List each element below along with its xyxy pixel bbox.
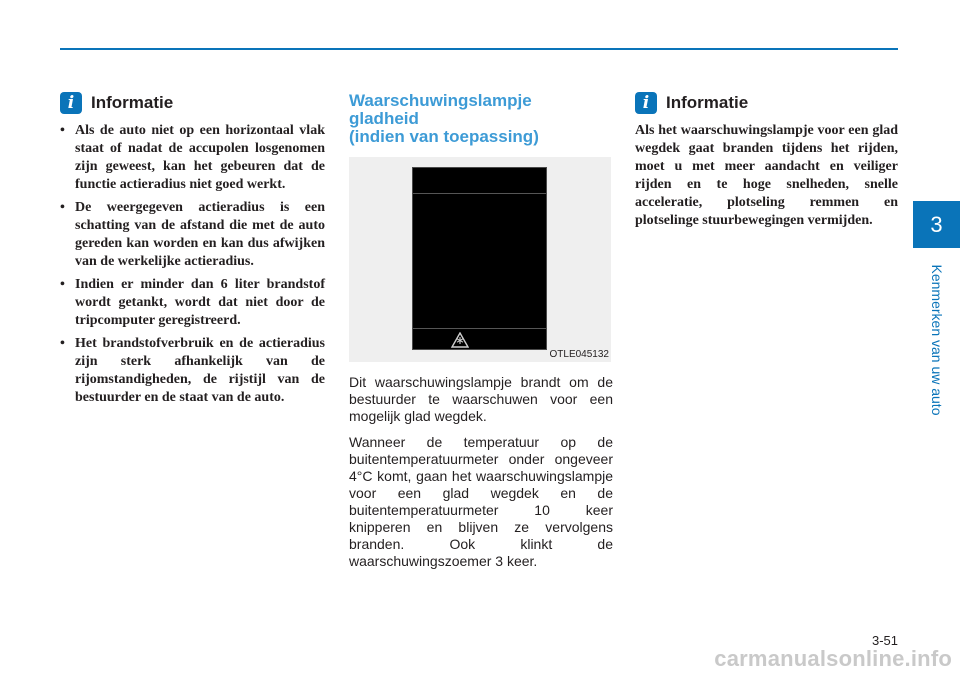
section-title: Waarschuwingslampje gladheid (indien van toepassing) bbox=[349, 91, 539, 146]
display-divider bbox=[413, 193, 546, 194]
info-paragraph: Als het waarschuwingslampje voor een glad wegdek gaat branden tijdens het rijden, moet u met meer aandacht en veiliger rijden en te hoge snelheden, snelle acceleratie, plotseling remmen en plotselinge stuurbewegingen vermijden. bbox=[635, 123, 898, 228]
paragraph: Wanneer de temperatuur op de buitentemperatuurmeter onder ongeveer 4°C komt, gaan het waarschuwingslampje voor een glad wegdek en de buitentemperatuurmeter 10 keer knipperen en blijven ze vervolgens branden. Ook klinkt de waarschuwingszoemer 3 keer. bbox=[349, 434, 613, 569]
info-bullet-list bbox=[60, 122, 325, 407]
top-rule bbox=[60, 48, 898, 50]
bullet-item: • Het brandstofverbruik en de actieradius zijn sterk afhankelijk van de rijomstandigheden, de rijstijl van de bestuurder en de staat van de auto. bbox=[60, 335, 325, 407]
paragraph: Dit waarschuwingslampje brandt om de bestuurder te waarschuwen voor een mogelijk glad wegdek. bbox=[349, 374, 613, 424]
display-divider bbox=[413, 328, 546, 329]
info-title: Informatie bbox=[91, 93, 174, 112]
figure-code: OTLE045132 bbox=[549, 349, 609, 360]
cluster-figure bbox=[349, 157, 611, 362]
chapter-tab: 3 bbox=[913, 201, 960, 248]
icy-road-warning-icon bbox=[451, 332, 469, 348]
middle-column bbox=[349, 92, 613, 570]
info-title: Informatie bbox=[666, 93, 749, 112]
bullet-item: • De weergegeven actieradius is een schatting van de afstand die met de auto gereden kan worden en kan dus afwijken van de werkelijke actieradius. bbox=[60, 199, 325, 271]
chapter-label: Kenmerken van uw auto bbox=[929, 264, 945, 416]
right-column bbox=[635, 92, 898, 230]
left-column bbox=[60, 92, 325, 412]
info-icon: i bbox=[635, 92, 657, 114]
info-heading-right bbox=[635, 92, 898, 114]
info-heading-left bbox=[60, 92, 325, 114]
info-icon: i bbox=[60, 92, 82, 114]
page-number: 3-51 bbox=[871, 633, 898, 648]
cluster-display bbox=[412, 167, 547, 350]
watermark: carmanualsonline.info bbox=[714, 646, 952, 671]
bullet-item: • Indien er minder dan 6 liter brandstof wordt getankt, wordt dat niet door de tripcomputer geregistreerd. bbox=[60, 276, 325, 330]
bullet-item: • Als de auto niet op een horizontaal vlak staat of nadat de accupolen losgenomen zijn geweest, kan het gebeuren dat de functie actieradius niet goed werkt. bbox=[60, 122, 325, 194]
